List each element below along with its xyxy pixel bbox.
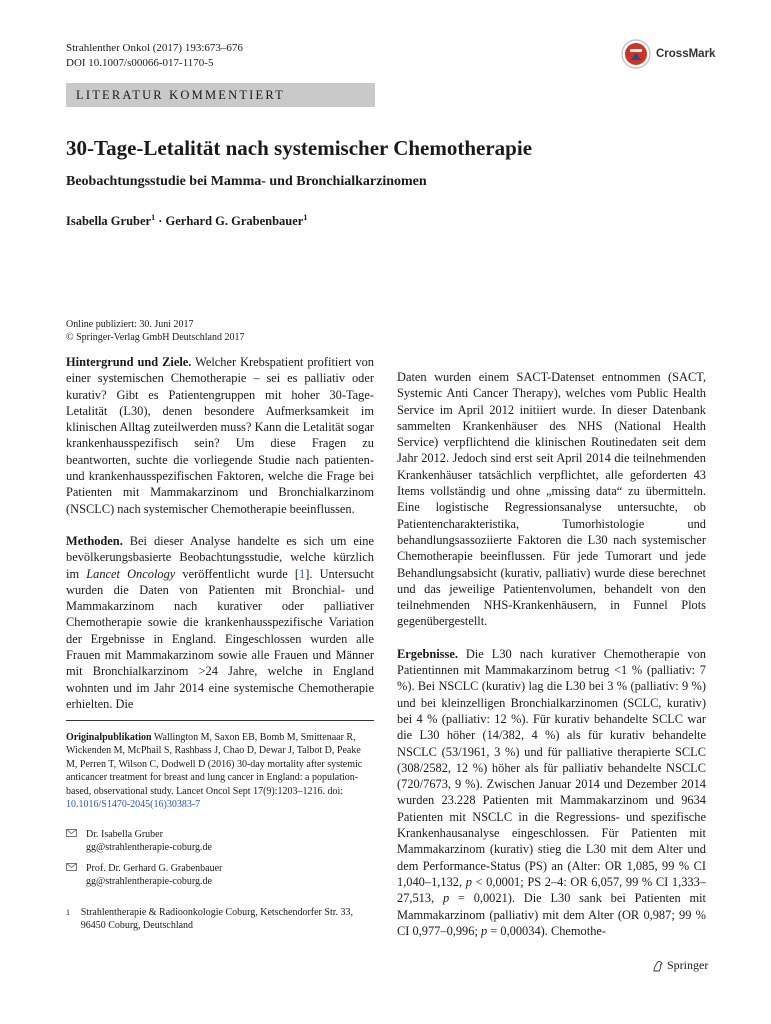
affiliation-marker: 1 bbox=[151, 213, 156, 222]
author-name: Gerhard G. Grabenbauer bbox=[165, 214, 304, 229]
p-value-symbol: p bbox=[480, 923, 488, 938]
paragraph-methods bbox=[66, 533, 374, 712]
contact-entry bbox=[66, 862, 366, 889]
journal-doi: DOI 10.1007/s00066-017-1170-5 bbox=[66, 57, 214, 69]
paragraph-text: ]. Untersucht wurden die Daten von Patienten mit Bronchial- und Mammakarzinom nach kurativer oder palliativer Chemotherapie sowie die krankenhausspezifische Variation der Ergebnisse in England. Eingeschlossen wurden alle Frauen mit Mammakarzinom sowie alle Frauen und Männer mit Bronchialkarzinom >24 Jahre, welche in England wohnten und im Jahr 2014 eine systemische Chemotherapie erhielten. Die bbox=[66, 566, 374, 711]
paragraph-text: veröffentlicht wurde [ bbox=[175, 566, 300, 581]
contact-name: Dr. Isabella Gruber bbox=[86, 829, 163, 840]
original-publication-label: Originalpublikation bbox=[66, 732, 152, 743]
envelope-icon bbox=[66, 862, 86, 889]
right-column bbox=[397, 369, 706, 939]
online-date: Online publiziert: 30. Juni 2017 bbox=[66, 319, 194, 330]
journal-line-1: Strahlenther Onkol (2017) 193:673–676 bbox=[66, 42, 243, 54]
reference-link[interactable]: 1 bbox=[299, 566, 306, 581]
affiliation-marker: 1 bbox=[303, 213, 308, 222]
author-separator: · bbox=[155, 214, 166, 229]
crossmark-icon bbox=[621, 39, 651, 69]
original-publication-text: Wallington M, Saxon EB, Bomb M, Smittenaar R, Wickenden M, McPhail S, Rashbass J, Chao D, Dewar J, Talbot D, Peake M, Perren T, Wilson C, Dodwell D (2016) 30-day mortality after systemic anticancer treatment for breast and lung cancer in England: a population-based, observational study. Lancet Oncol Sept 17(9):1203–1216. doi: bbox=[66, 732, 363, 797]
author-list bbox=[66, 213, 307, 229]
affiliation-text: Strahlentherapie & Radioonkologie Coburg, Ketschendorfer Str. 33, 96450 Coburg, Deutschland bbox=[80, 907, 353, 932]
article-subtitle: Beobachtungsstudie bei Mamma- und Bronchialkarzinomen bbox=[66, 174, 427, 189]
contact-name: Prof. Dr. Gerhard G. Grabenbauer bbox=[86, 863, 223, 874]
paragraph-text: Welcher Krebspatient profitiert von einer systemischen Chemotherapie – sei es palliativ oder kurativ? Gibt es Patientengruppen mit hoher 30-Tage-Letalität (L30), denen besondere Aufmerksamkeit im klinischen Alltag zuteilwerden muss? Kann die Letalität sogar krankenhausspezifisch sein? Um diese Fragen zu beantworten, suchte die vorliegende Studie nach patienten- und krankenhausspezifischen Faktoren, welche die Frage bei Patienten mit Mammakarzinom und Bronchialkarzinom (NSCLC) nach systemischer Chemotherapie beeinflussen. bbox=[66, 355, 374, 516]
paragraph-background bbox=[66, 354, 374, 517]
original-publication bbox=[66, 731, 374, 811]
article-title: 30-Tage-Letalität nach systemischer Chemotherapie bbox=[66, 136, 533, 160]
paragraph-methods-cont: Daten wurden einem SACT-Datenset entnommen (SACT, Systemic Anti Cancer Therapy), welches vom Public Health Service im April 2012 initiiert wurde. In dieser Datenbank sammelten Krankenhäuser des NHS (National Health Service) verpflichtend die klinischen Routinedaten seit dem Jahr 2012. Jedoch sind erst seit April 2014 die teilnehmenden Krankenhäuser tatsächlich verpflichtet, alle geforderten 43 Items vollständig und ohne „missing data“ zu übermitteln. Eine logistische Regressionsanalyse untersuchte, ob Patientencharakteristika, Tumorhistologie und behandlungsassoziierte Faktoren die L30 nach systemischer Chemotherapie beeinflussen. Für jede Tumorart und jede Behandlungsabsicht (kurativ, palliativ) wurde diese berechnet und das jeweilige Patientenvolumen, behandelt von den teilnehmenden NHS-Krankenhäusern, in Funnel Plots gegenübergestellt. bbox=[397, 370, 706, 629]
paragraph-text: < 0,0001; PS 2–4: OR 6,057, 99 % CI 1,333–27,513, bbox=[397, 874, 706, 906]
contact-email[interactable]: gg@strahlentherapie-coburg.de bbox=[86, 842, 212, 854]
contact-entry bbox=[66, 828, 366, 855]
contact-email[interactable]: gg@strahlentherapie-coburg.de bbox=[86, 876, 212, 888]
paragraph-text: = 0,00034). Chemothe- bbox=[487, 923, 607, 938]
publication-info bbox=[66, 318, 244, 344]
journal-citation bbox=[66, 41, 243, 71]
copyright: © Springer-Verlag GmbH Deutschland 2017 bbox=[66, 332, 245, 343]
section-heading: Hintergrund und Ziele. bbox=[66, 355, 192, 369]
paragraph-results bbox=[397, 646, 706, 939]
section-banner: LITERATUR KOMMENTIERT bbox=[66, 83, 375, 107]
paragraph-text: Die L30 nach kurativer Chemotherapie von Patientinnen mit Mammakarzinom betrug <1 % (palliativ: 7 %). Bei NSCLC (kurativ) lag die L30 bei 3 % (palliativ: 9 %) und bei kleinzelligen Bronchialkarzinomen (SCLC, kurativ) bei 4 % (palliativ: 12 %). Für kurativ behandelte SCLC war die L30 höher (14/382, 4 %) als für kurativ behandelte NSCLC (53/1961, 3 %) und für palliative therapierte SCLC (308/2582, 12 %) höher als für palliativ behandelte NSCLC (720/7673, 9 %). Zwischen Januar 2014 und Dezember 2014 wurden 23.228 Patienten mit Mammakarzinom und 9634 Patienten mit NSCLC in die Regressions- und spezifische Krankenhausanalyse eingeschlossen. Für Patienten mit Mammakarzinom (kurativ) stieg die L30 mit dem Alter und dem Performance-Status (PS) an (Alter: OR 1,085, 99 % CI 1,040–1,132, bbox=[397, 646, 706, 889]
publisher-logo bbox=[652, 958, 708, 973]
p-value-symbol: p bbox=[465, 874, 472, 889]
crossmark-label: CrossMark bbox=[656, 48, 716, 60]
section-heading: Ergebnisse. bbox=[397, 646, 458, 661]
left-column bbox=[66, 354, 374, 712]
envelope-icon bbox=[66, 828, 86, 855]
author-name: Isabella Gruber bbox=[66, 214, 152, 229]
paragraph-text: Bei dieser Analyse handelte es sich um eine bevölkerungsbasierte Beobachtungsstudie, welche kürzlich im bbox=[66, 533, 374, 581]
affiliation bbox=[66, 906, 366, 933]
doi-link[interactable]: 10.1016/S1470-2045(16)30383-7 bbox=[66, 799, 201, 811]
springer-horse-icon bbox=[652, 960, 664, 972]
crossmark-badge[interactable] bbox=[621, 37, 731, 71]
p-value-symbol: p bbox=[442, 891, 450, 906]
section-heading: Methoden. bbox=[66, 533, 123, 548]
publisher-name: Springer bbox=[667, 958, 709, 972]
affiliation-number: 1 bbox=[66, 908, 70, 917]
paragraph-text: = 0,0021). Die L30 sank bei Patienten mit Mammakarzinom (palliativ) mit dem Alter (OR 0,987; 99 % CI 0,977–0,996; bbox=[397, 891, 706, 938]
journal-name: Lancet Oncology bbox=[86, 566, 176, 581]
footnote-divider bbox=[66, 720, 374, 721]
